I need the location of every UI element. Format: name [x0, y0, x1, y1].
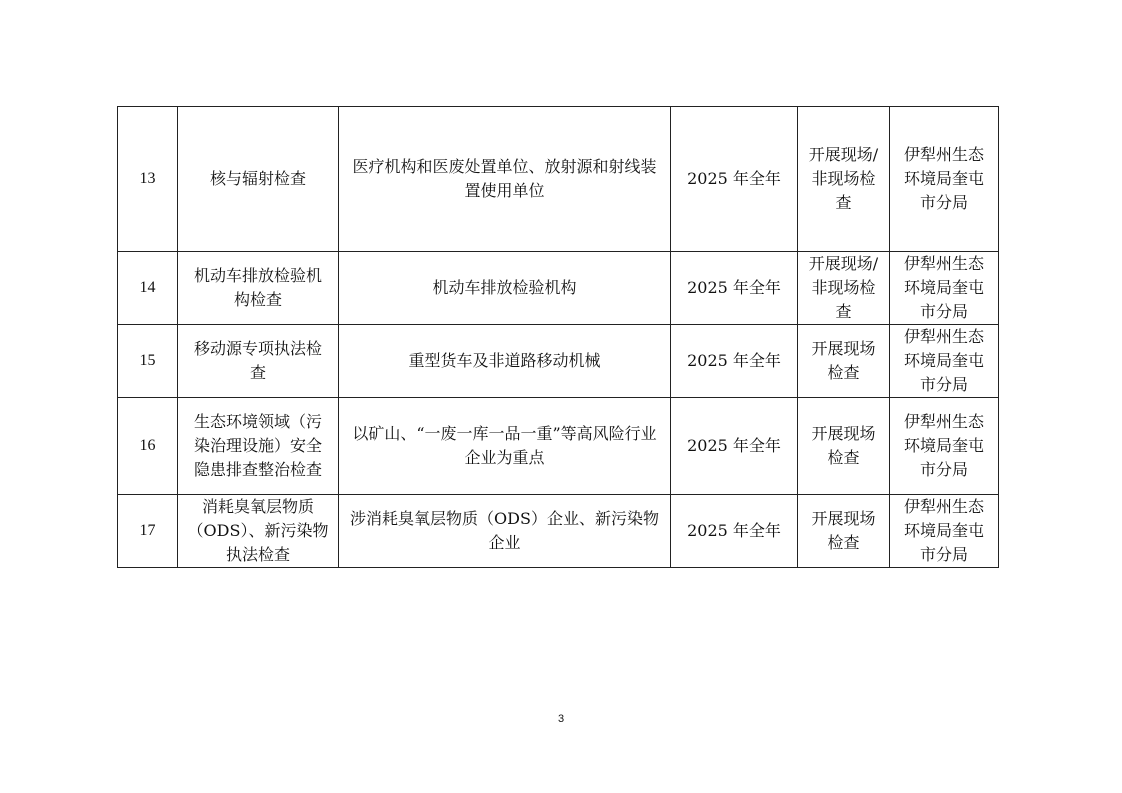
table-row — [118, 107, 999, 252]
inspection-item: 核与辐射检查 — [178, 107, 339, 252]
table-row — [118, 252, 999, 325]
table-row — [118, 495, 999, 568]
inspection-target: 医疗机构和医废处置单位、放射源和射线装置使用单位 — [339, 107, 671, 252]
table-row — [118, 398, 999, 495]
inspection-method: 开展现场检查 — [798, 495, 890, 568]
page-number: 3 — [557, 713, 565, 725]
row-number: 13 — [118, 107, 178, 252]
responsible-department: 伊犁州生态环境局奎屯市分局 — [890, 325, 999, 398]
inspection-item: 机动车排放检验机构检查 — [178, 252, 339, 325]
inspection-item: 移动源专项执法检查 — [178, 325, 339, 398]
row-number: 17 — [118, 495, 178, 568]
inspection-time: 2025 年全年 — [671, 107, 798, 252]
inspection-time: 2025 年全年 — [671, 398, 798, 495]
inspection-target: 涉消耗臭氧层物质（ODS）企业、新污染物企业 — [339, 495, 671, 568]
inspection-target: 机动车排放检验机构 — [339, 252, 671, 325]
inspection-method: 开展现场/非现场检查 — [798, 107, 890, 252]
table-row — [118, 325, 999, 398]
inspection-target: 以矿山、“一废一库一品一重”等高风险行业企业为重点 — [339, 398, 671, 495]
row-number: 15 — [118, 325, 178, 398]
responsible-department: 伊犁州生态环境局奎屯市分局 — [890, 107, 999, 252]
responsible-department: 伊犁州生态环境局奎屯市分局 — [890, 398, 999, 495]
row-number: 14 — [118, 252, 178, 325]
inspection-target: 重型货车及非道路移动机械 — [339, 325, 671, 398]
responsible-department: 伊犁州生态环境局奎屯市分局 — [890, 495, 999, 568]
row-number: 16 — [118, 398, 178, 495]
responsible-department: 伊犁州生态环境局奎屯市分局 — [890, 252, 999, 325]
inspection-item: 消耗臭氧层物质（ODS）、新污染物执法检查 — [178, 495, 339, 568]
inspection-method: 开展现场检查 — [798, 398, 890, 495]
inspection-time: 2025 年全年 — [671, 252, 798, 325]
inspection-item: 生态环境领域（污染治理设施）安全隐患排查整治检查 — [178, 398, 339, 495]
inspection-method: 开展现场检查 — [798, 325, 890, 398]
inspection-time: 2025 年全年 — [671, 325, 798, 398]
inspection-time: 2025 年全年 — [671, 495, 798, 568]
inspection-method: 开展现场/非现场检查 — [798, 252, 890, 325]
inspection-plan-table — [117, 106, 999, 568]
